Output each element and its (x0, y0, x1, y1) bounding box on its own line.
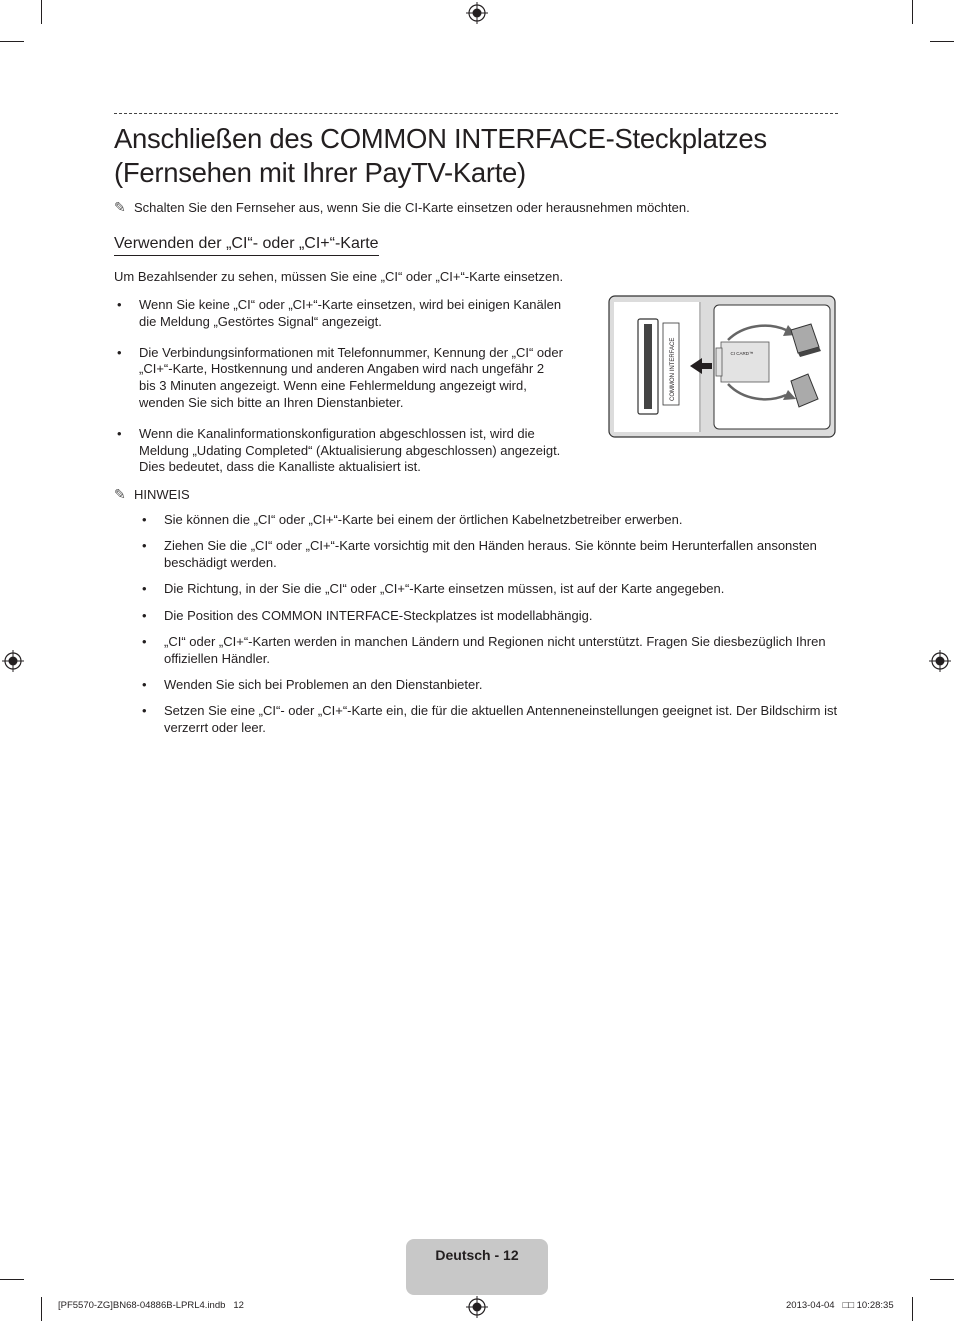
print-timestamp: 2013-04-04 □□ 10:28:35 (786, 1300, 894, 1311)
crop-mark (912, 1297, 913, 1321)
page-number-tab (406, 1239, 548, 1295)
bullet-icon: • (117, 425, 122, 441)
slot-label: COMMON INTERFACE (670, 337, 676, 401)
section-divider (114, 113, 838, 114)
list-item (139, 703, 839, 737)
list-item-text: Sie können die „CI“ oder „CI+“-Karte bei einem der örtlichen Kabelnetzbetreiber erwerben. (164, 512, 683, 527)
bullet-icon: • (117, 297, 122, 312)
list-item (139, 538, 839, 572)
list-item-text: Ziehen Sie die „CI“ oder „CI+“-Karte vorsichtig mit den Händen heraus. Sie könnte beim Herunterfallen ansonsten beschädigt werden. (164, 538, 817, 571)
registration-mark-icon (929, 650, 951, 672)
top-note (114, 199, 690, 216)
bullet-icon: • (142, 538, 147, 554)
list-item (114, 426, 564, 476)
crop-mark (41, 1297, 42, 1321)
bullet-icon: • (117, 344, 122, 360)
file-info: [PF5570-ZG]BN68-04886B-LPRL4.indb 12 (58, 1300, 244, 1311)
list-item (139, 512, 839, 529)
hinweis-heading (114, 486, 190, 503)
list-item-text: Wenden Sie sich bei Problemen an den Dienstanbieter. (164, 677, 483, 693)
registration-mark-icon (466, 2, 488, 24)
section-intro: Um Bezahlsender zu sehen, müssen Sie eine „CI“ oder „CI+“-Karte einsetzen. (114, 269, 564, 284)
bullet-icon: • (142, 512, 147, 527)
bullet-icon: • (142, 633, 147, 649)
crop-mark (930, 41, 954, 42)
pencil-note-icon: ✎ (114, 486, 126, 502)
crop-mark (41, 0, 42, 24)
bullet-icon: • (142, 581, 147, 597)
page-title (114, 122, 767, 190)
list-item-text: „CI“ oder „CI+“-Karten werden in manchen Ländern und Regionen nicht unterstützt. Fragen Sie diesbezüglich Ihren offiziellen Händler. (164, 633, 826, 666)
bullet-icon: • (142, 607, 147, 623)
list-item-text: Die Richtung, in der Sie die „CI“ oder „CI+“-Karte einsetzen müssen, ist auf der Karte angegeben. (164, 581, 725, 597)
ci-slot-illustration (608, 295, 836, 438)
list-item-text: Die Verbindungsinformationen mit Telefonnummer, Kennung der „CI“ oder „CI+“-Karte, Hostkennung und anderen Angaben wird nach ungefähr 2 bis 3 Minuten angezeigt. Wenn eine Fehlermeldung angezeigt wird, wenden Sie sich bitte an Ihren Dienstanbieter. (139, 344, 563, 410)
registration-mark-icon (466, 1296, 488, 1318)
list-item (139, 581, 839, 598)
list-item-text: Wenn die Kanalinformationskonfiguration abgeschlossen ist, wird die Meldung „Udating Completed“ (Aktualisierung abgeschlossen) angezeigt. Dies bedeutet, dass die Kanalliste aktualisiert ist. (139, 425, 561, 475)
list-item-text: Wenn Sie keine „CI“ oder „CI+“-Karte einsetzen, wird bei einigen Kanälen die Meldung „Gestörtes Signal“ angezeigt. (139, 297, 562, 329)
bullet-icon: • (142, 703, 147, 719)
top-note-text: Schalten Sie den Fernseher aus, wenn Sie die CI-Karte einsetzen oder herausnehmen möchten. (134, 200, 690, 215)
card-label: CI CARD™ (730, 351, 754, 356)
bullet-icon: • (142, 677, 147, 693)
section-title: Verwenden der „CI“- oder „CI+“-Karte (114, 234, 379, 256)
page-title-line-2: (Fernsehen mit Ihrer PayTV-Karte) (114, 157, 526, 188)
crop-mark (912, 0, 913, 24)
registration-mark-icon (2, 650, 24, 672)
list-item (139, 677, 839, 694)
crop-mark (0, 1279, 24, 1280)
list-item-text: Die Position des COMMON INTERFACE-Steckplatzes ist modellabhängig. (164, 607, 593, 623)
hinweis-label: HINWEIS (134, 487, 190, 502)
list-item (114, 297, 564, 331)
list-item (114, 345, 564, 412)
pencil-note-icon: ✎ (114, 199, 126, 215)
crop-mark (930, 1279, 954, 1280)
main-bullet-list (114, 297, 564, 490)
page-title-line-1: Anschließen des COMMON INTERFACE-Steckplatzes (114, 123, 767, 154)
crop-mark (0, 41, 24, 42)
hinweis-bullet-list (139, 512, 839, 746)
list-item (139, 608, 839, 625)
list-item (139, 634, 839, 668)
page-number-label: Deutsch - 12 (435, 1247, 519, 1263)
list-item-text: Setzen Sie eine „CI“- oder „CI+“-Karte ein, die für die aktuellen Antenneneinstellungen geeignet ist. Der Bildschirm ist verzerrt oder leer. (164, 703, 838, 736)
